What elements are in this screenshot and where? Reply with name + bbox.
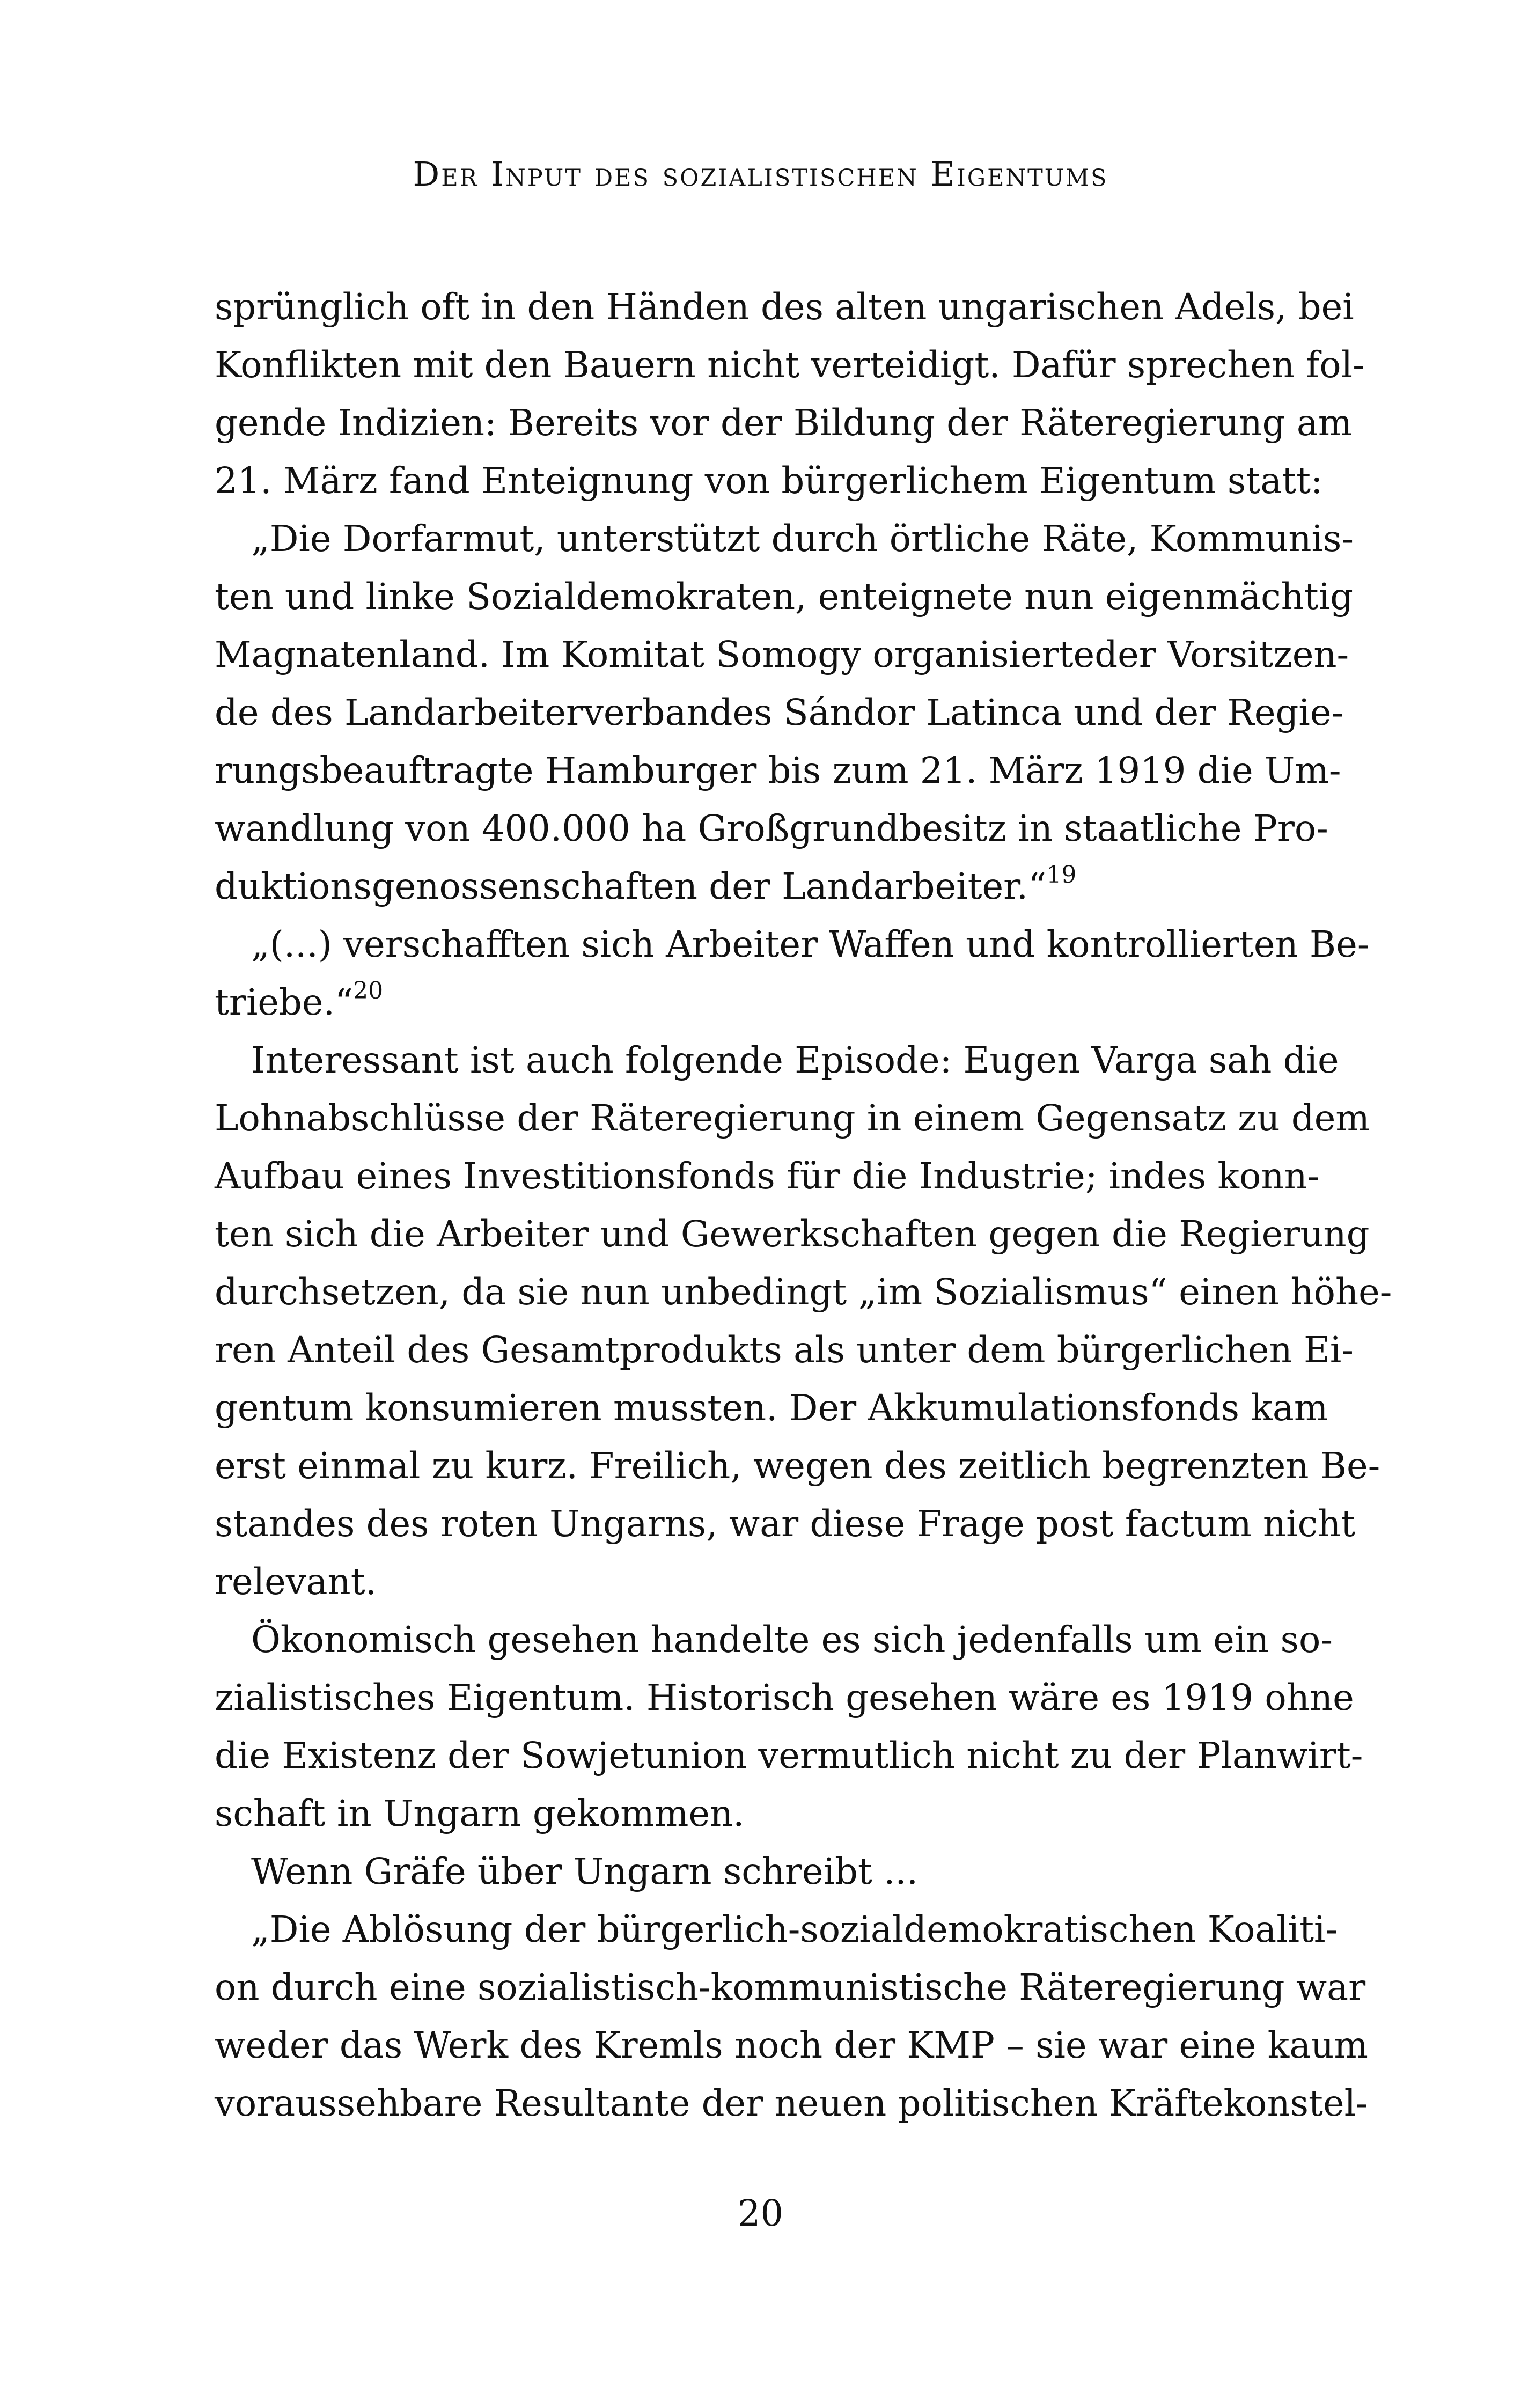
- text-line: schaft in Ungarn gekommen.: [215, 1793, 745, 1834]
- text-line: „Die Ablösung der bürgerlich-sozialdemokratischen Koaliti-: [251, 1908, 1338, 1950]
- text-line: Aufbau eines Investitionsfonds für die Industrie; indes konn-: [215, 1155, 1320, 1197]
- paragraph-1: [215, 278, 1365, 510]
- paragraph-3-quote: [215, 915, 1370, 1031]
- text-line: 21. März fand Enteignung von bürgerlichem Eigentum statt:: [215, 460, 1323, 502]
- text-line: „Die Dorfarmut, unterstützt durch örtliche Räte, Kommunis-: [251, 518, 1354, 560]
- paragraph-2-quote: [215, 510, 1354, 915]
- text-line: on durch eine sozialistisch-kommunistische Räteregierung war: [215, 1966, 1366, 2008]
- text-line: standes des roten Ungarns, war diese Frage post factum nicht: [215, 1503, 1356, 1545]
- text-line: Lohnabschlüsse der Räteregierung in einem Gegensatz zu dem: [215, 1097, 1370, 1139]
- text-line: Ökonomisch gesehen handelte es sich jedenfalls um ein so-: [251, 1619, 1333, 1661]
- text-line: rungsbeauftragte Hamburger bis zum 21. März 1919 die Um-: [215, 750, 1341, 791]
- text-line: weder das Werk des Kremls noch der KMP – sie war eine kaum: [215, 2024, 1368, 2066]
- text-line: [215, 857, 1296, 915]
- text-line: Wenn Gräfe über Ungarn schreibt ...: [251, 1851, 919, 1892]
- paragraph-5: [215, 1611, 1363, 1842]
- page-number: 20: [737, 2192, 784, 2234]
- text-line: erst einmal zu kurz. Freilich, wegen des zeitlich begrenzten Be-: [215, 1445, 1380, 1487]
- text-line: Konflikten mit den Bauern nicht verteidigt. Dafür sprechen fol-: [215, 344, 1365, 386]
- text-line: ten und linke Sozialdemokraten, enteignete nun eigenmächtig: [215, 576, 1353, 618]
- text-line: gentum konsumieren mussten. Der Akkumulationsfonds kam: [215, 1387, 1328, 1429]
- text-line: wandlung von 400.000 ha Großgrundbesitz in staatliche Pro-: [215, 807, 1328, 849]
- text-line: relevant.: [215, 1561, 377, 1603]
- text-line: „(...) verschafften sich Arbeiter Waffen und kontrollierten Be-: [251, 923, 1370, 965]
- line-text: duktionsgenossenschaften der Landarbeiter.“: [215, 865, 1047, 907]
- text-line: ten sich die Arbeiter und Gewerkschaften gegen die Regierung: [215, 1213, 1370, 1255]
- paragraph-4: [215, 1031, 1392, 1611]
- footnote-marker: 20: [353, 977, 384, 1004]
- footnote-marker: 19: [1046, 861, 1077, 889]
- text-line: Interessant ist auch folgende Episode: Eugen Varga sah die: [251, 1039, 1339, 1081]
- text-line: de des Landarbeiterverbandes Sándor Latinca und der Regie-: [215, 692, 1344, 733]
- body-text: [215, 278, 1392, 2132]
- line-text: triebe.“: [215, 981, 354, 1023]
- text-line: die Existenz der Sowjetunion vermutlich nicht zu der Planwirt-: [215, 1735, 1363, 1776]
- text-line: ren Anteil des Gesamtprodukts als unter dem bürgerlichen Ei-: [215, 1329, 1354, 1371]
- text-line: zialistisches Eigentum. Historisch gesehen wäre es 1919 ohne: [215, 1677, 1354, 1719]
- text-line: gende Indizien: Bereits vor der Bildung der Räteregierung am: [215, 402, 1353, 444]
- running-head: Der Input des sozialistischen Eigentums: [413, 155, 1108, 194]
- text-line: sprünglich oft in den Händen des alten ungarischen Adels, bei: [215, 286, 1354, 328]
- text-line: [215, 973, 1296, 1031]
- text-line: durchsetzen, da sie nun unbedingt „im Sozialismus“ einen höhe-: [215, 1271, 1392, 1313]
- paragraph-7-quote: [215, 1900, 1368, 2132]
- paragraph-6: [215, 1842, 1296, 1900]
- text-line: Magnatenland. Im Komitat Somogy organisierteder Vorsitzen-: [215, 634, 1349, 676]
- text-line: voraussehbare Resultante der neuen politischen Kräftekonstel-: [215, 2082, 1368, 2124]
